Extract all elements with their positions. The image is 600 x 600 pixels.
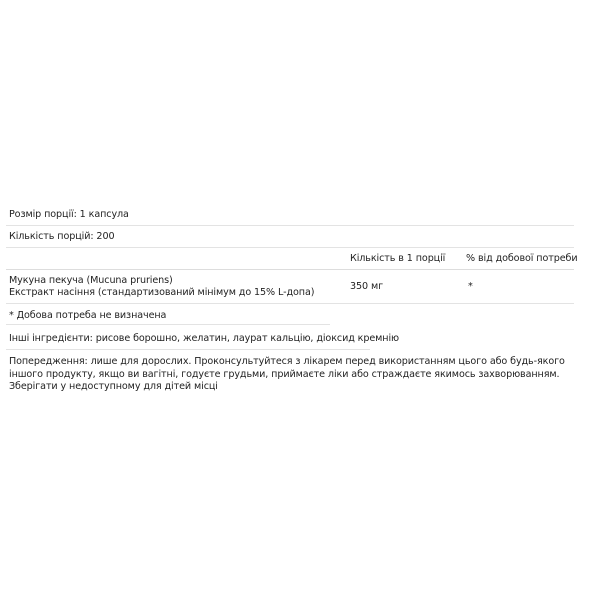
- ingredient-name-line-1: Мукуна пекуча (Mucuna pruriens): [9, 275, 173, 286]
- ingredient-amount: 350 мг: [350, 281, 384, 292]
- servings-per-container-text: Кількість порцій: 200: [9, 231, 115, 242]
- serving-size-text: Розмір порції: 1 капсула: [9, 209, 129, 220]
- ingredient-name: [9, 275, 314, 299]
- ingredient-name-line-2: Екстракт насіння (стандартизований мінімум до 15% L-допа): [9, 287, 315, 298]
- table-header-row: [6, 248, 578, 270]
- serving-size-row: [6, 204, 574, 226]
- daily-value-column-header: % від добової потреби: [466, 253, 578, 264]
- warning-text: Попередження: лише для дорослих. Проконсультуйтеся з лікарем перед використанням цього або будь-якого іншого продукту, якщо ви вагітні, годуєте грудьми, приймаєте ліки або страждаєте якимось захворюванням. Зберігати у недоступному для дітей місці: [9, 356, 565, 392]
- footnote-row: [6, 304, 574, 325]
- ingredient-daily-value: *: [468, 281, 473, 292]
- other-ingredients: Інші інгредієнти: рисове борошно, желатин, лаурат кальцію, діоксид кремнію: [9, 333, 400, 344]
- table-row: [6, 270, 574, 304]
- supplement-facts-table: [6, 204, 578, 325]
- divider: [6, 349, 370, 350]
- servings-per-container-row: [6, 226, 574, 248]
- amount-column-header: Кількість в 1 порції: [350, 253, 446, 264]
- daily-value-footnote: * Добова потреба не визначена: [9, 310, 167, 321]
